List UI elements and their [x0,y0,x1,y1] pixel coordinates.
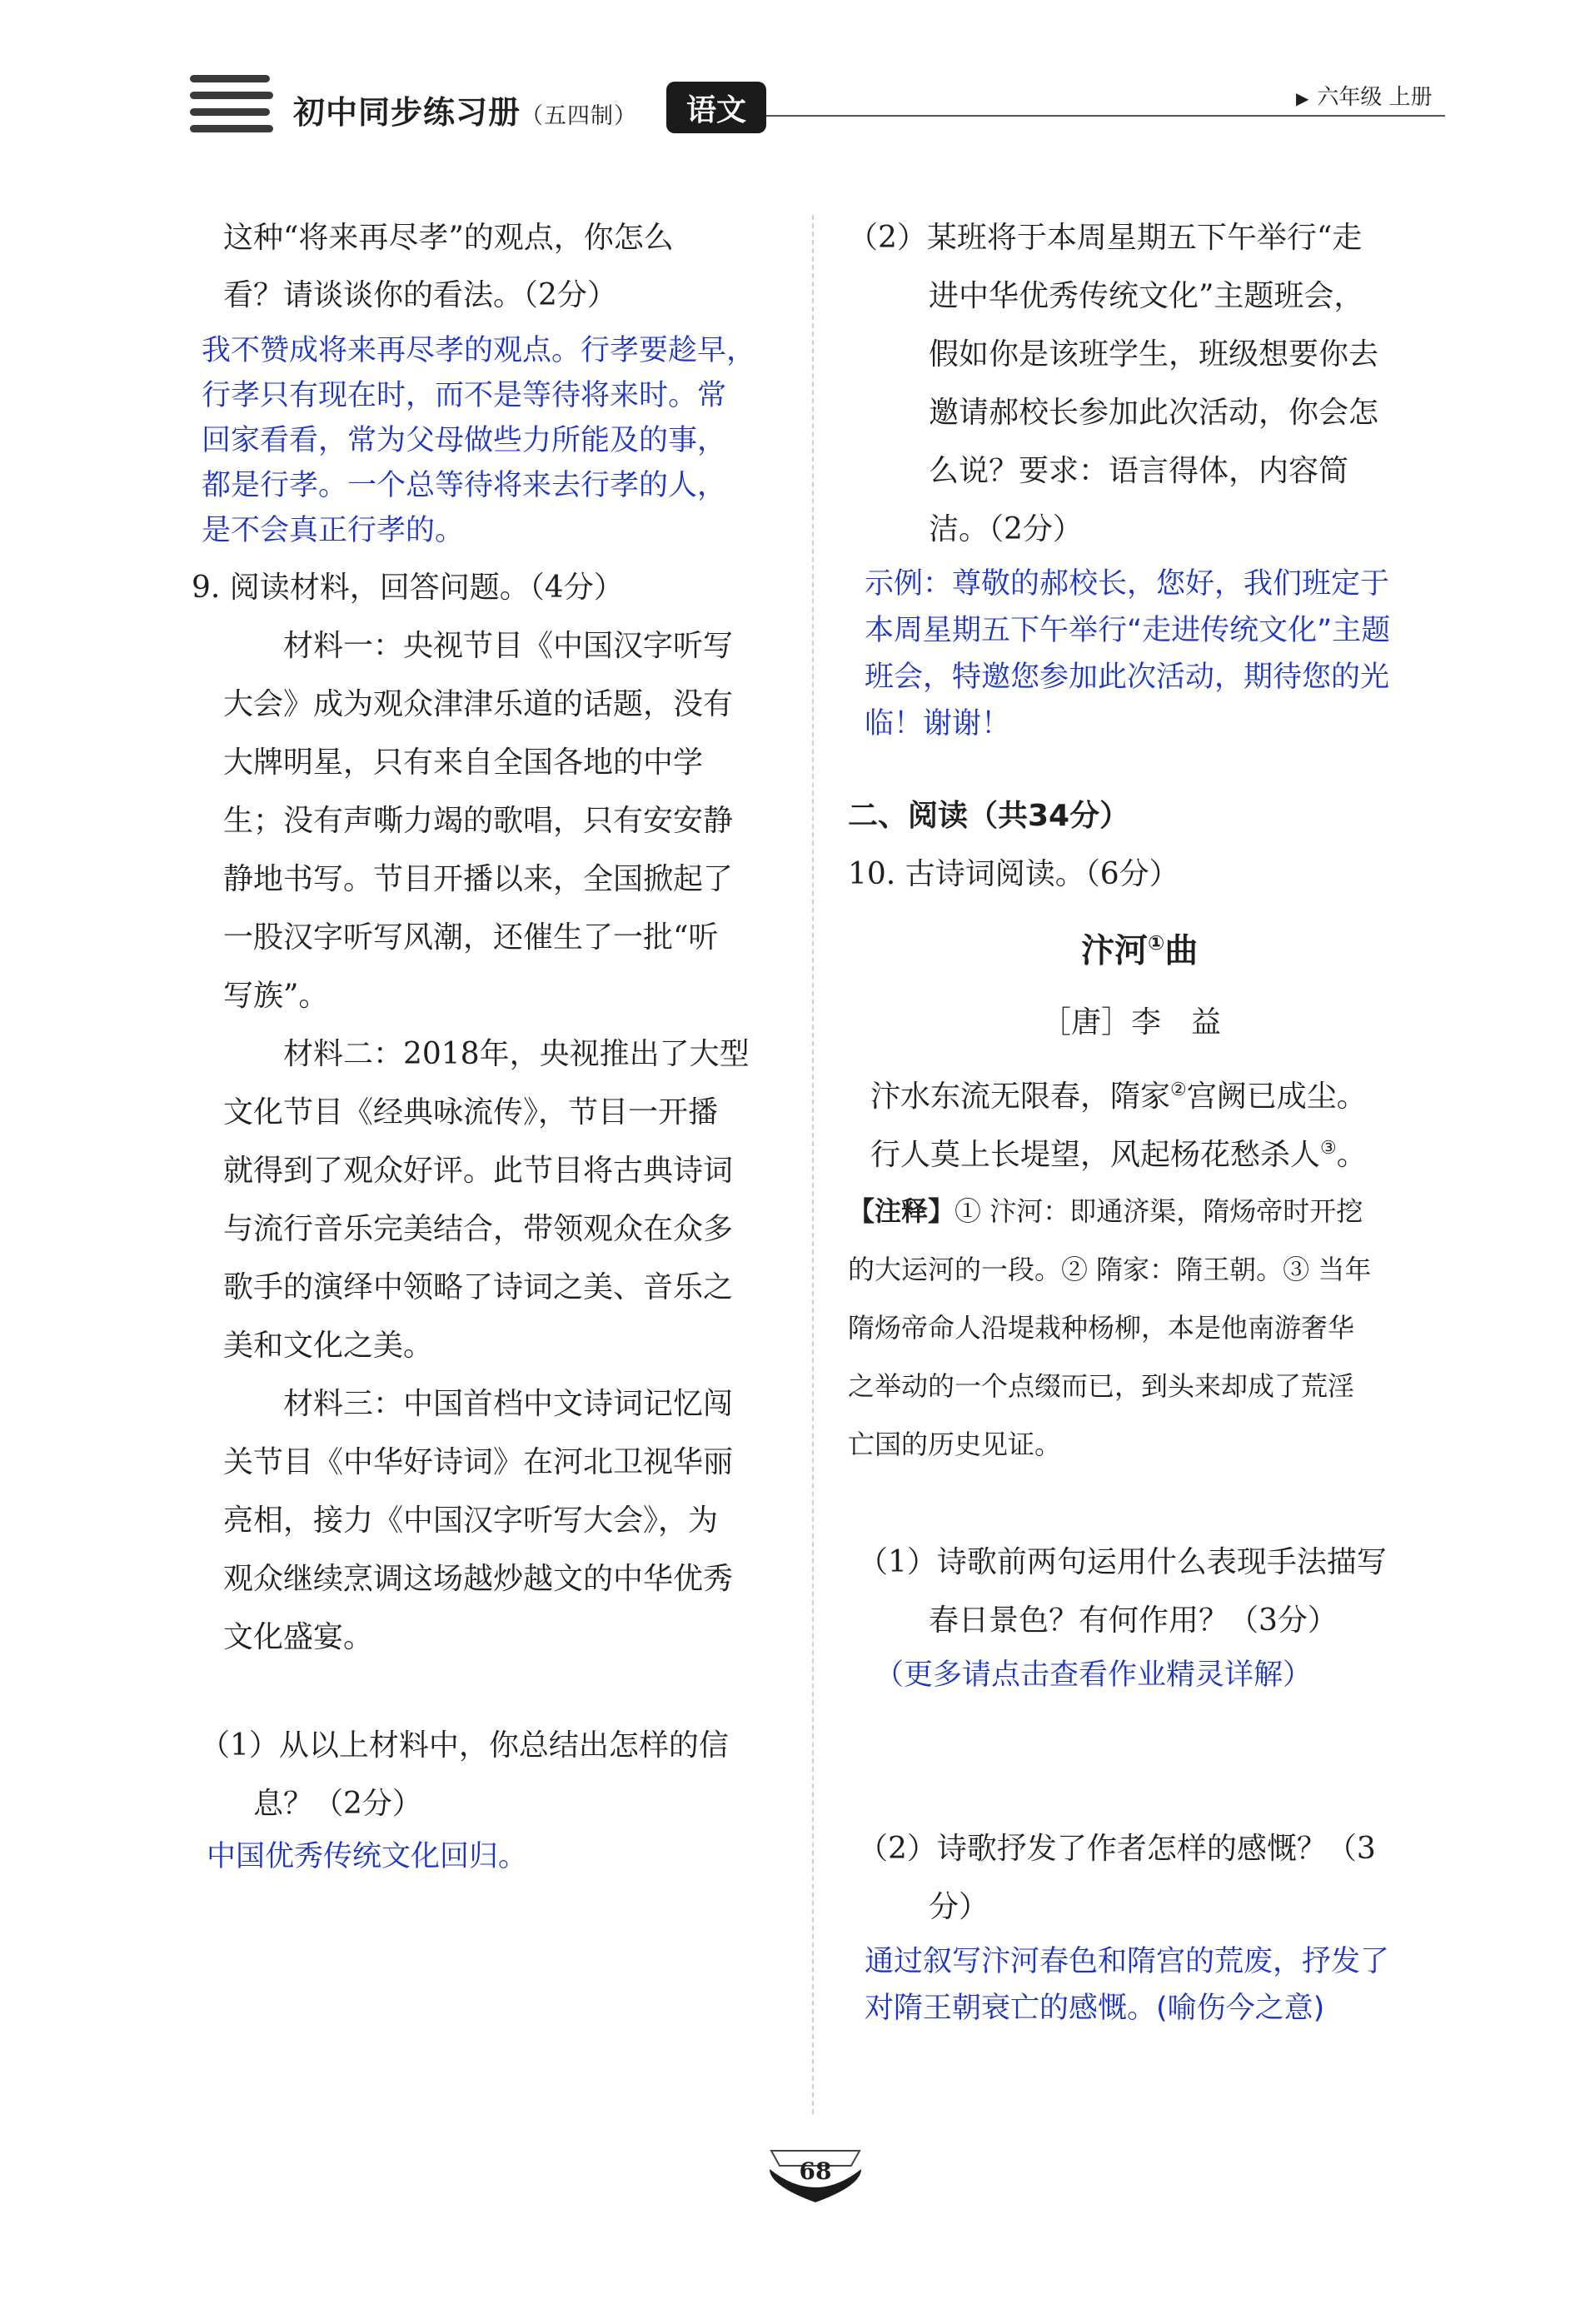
q8-answer-line: 行孝只有现在时，而不是等待将来时。常 [202,379,727,412]
note-label: 【注释】 [848,1195,955,1227]
q8-answer-line: 都是行孝。一个总等待将来去行孝的人， [202,469,727,502]
material1-line: 生；没有声嘶力竭的歌唱，只有安安静 [223,804,734,838]
grade-label: ▶ 六年级 上册 [1296,85,1433,110]
q10-1-answer: （更多请点击查看作业精灵详解） [875,1658,1313,1692]
material3-line: 亮相，接力《中国汉字听写大会》，为 [223,1504,719,1538]
book-edition: （五四制） [521,103,638,129]
material2-line: 文化节目《经典咏流传》，节目一开播 [223,1095,719,1130]
q9-2-prompt-line: 洁。（2分） [929,512,1083,546]
poem-line: 汴水东流无限春，隋家②宫阙已成尘。 [870,1080,1367,1114]
q10-2-prompt-line: 分） [929,1890,989,1924]
q9-1-prompt-line: （1）从以上材料中，你总结出怎样的信 [200,1728,729,1763]
q10-2-prompt-line: （2）诗歌抒发了作者怎样的感慨？（3 [858,1832,1376,1866]
material1-line: 材料一：央视节目《中国汉字听写 [283,629,734,663]
poem-title: 汴河①曲 [1081,931,1199,970]
note-line: 【注释】① 汴河：即通济渠，隋炀帝时开挖 [848,1195,1363,1227]
column-divider [812,215,814,2114]
q9-1-answer: 中国优秀传统文化回归。 [207,1840,528,1873]
q8-answer-line: 是不会真正行孝的。 [202,514,465,547]
q10-2-answer-line: 通过叙写汴河春色和隋宫的荒废，抒发了 [865,1945,1390,1978]
q9-2-prompt-line: 进中华优秀传统文化”主题班会， [929,279,1364,313]
poem-line: 行人莫上长堤望，风起杨花愁杀人③。 [870,1138,1367,1172]
note-line: 之举动的一个点缀而已，到头来却成了荒淫 [848,1370,1355,1402]
material1-line: 大会》成为观众津津乐道的话题，没有 [223,687,734,721]
material3-line: 观众继续烹调这场越炒越文的中华优秀 [223,1562,734,1596]
q9-2-answer-line: 示例：尊敬的郝校长，您好，我们班定于 [865,567,1390,601]
note-line: 隋炀帝命人沿堤栽种杨柳，本是他南游奢华 [848,1312,1355,1344]
section-heading: 二、阅读（共34分） [848,799,1130,833]
material2-line: 美和文化之美。 [223,1329,434,1363]
q10-2-answer-line: 对隋王朝衰亡的感慨。(喻伤今之意) [865,1992,1325,2025]
q9-2-answer-line: 班会，特邀您参加此次活动，期待您的光 [865,661,1390,694]
subject-badge: 语文 [666,82,766,133]
header-rule [766,115,1445,117]
q8-prompt-line: 看？请谈谈你的看法。（2分） [223,278,617,312]
note-line: 的大运河的一段。② 隋家：隋王朝。③ 当年 [848,1254,1372,1285]
footnote-marker: ③ [1320,1138,1337,1159]
q9-title: 9. 阅读材料，回答问题。（4分） [192,571,624,605]
play-triangle-icon: ▶ [1296,88,1309,108]
material1-line: 大牌明星，只有来自全国各地的中学 [223,746,704,780]
header-decoration [190,75,273,142]
footnote-marker: ① [1148,931,1165,955]
material3-line: 关节目《中华好诗词》在河北卫视华丽 [223,1445,734,1479]
q10-title: 10. 古诗词阅读。（6分） [848,857,1179,891]
q8-prompt-line: 这种“将来再尽孝”的观点，你怎么 [223,221,674,255]
q9-2-prompt-line: 邀请郝校长参加此次活动，你会怎 [929,396,1379,430]
note-line: 亡国的历史见证。 [848,1429,1062,1460]
poem-author: ［唐］李 益 [1041,1005,1222,1040]
material1-line: 静地书写。节目开播以来，全国掀起了 [223,862,734,896]
material2-line: 歌手的演绎中领略了诗词之美、音乐之 [223,1270,734,1304]
q10-1-prompt-line: 春日景色？有何作用？（3分） [929,1603,1338,1638]
material1-line: 一股汉字听写风潮，还催生了一批“听 [223,920,719,955]
q8-answer-line: 回家看看，常为父母做些力所能及的事， [202,424,727,457]
material2-line: 就得到了观众好评。此节目将古典诗词 [223,1154,734,1188]
page-number: 68 [799,2157,832,2185]
q9-2-prompt-line: 么说？要求：语言得体，内容简 [929,454,1349,488]
material3-line: 文化盛宴。 [223,1620,374,1654]
book-title: 初中同步练习册（五四制） [293,94,638,131]
footnote-marker: ② [1170,1080,1187,1100]
q9-1-prompt-line: 息？（2分） [253,1787,422,1821]
q8-answer-line: 我不赞成将来再尽孝的观点。行孝要趁早， [202,334,756,367]
q9-2-answer-line: 临！谢谢！ [865,707,1011,741]
material3-line: 材料三：中国首档中文诗词记忆闯 [283,1387,734,1421]
material2-line: 与流行音乐完美结合，带领观众在众多 [223,1212,734,1246]
q9-2-prompt-line: （2）某班将于本周星期五下午举行“走 [848,221,1363,255]
material1-line: 写族”。 [223,979,329,1013]
material2-line: 材料二：2018年，央视推出了大型 [283,1037,750,1071]
q9-2-answer-line: 本周星期五下午举行“走进传统文化”主题 [865,614,1391,647]
q10-1-prompt-line: （1）诗歌前两句运用什么表现手法描写 [858,1545,1387,1579]
q9-2-prompt-line: 假如你是该班学生，班级想要你去 [929,337,1379,372]
